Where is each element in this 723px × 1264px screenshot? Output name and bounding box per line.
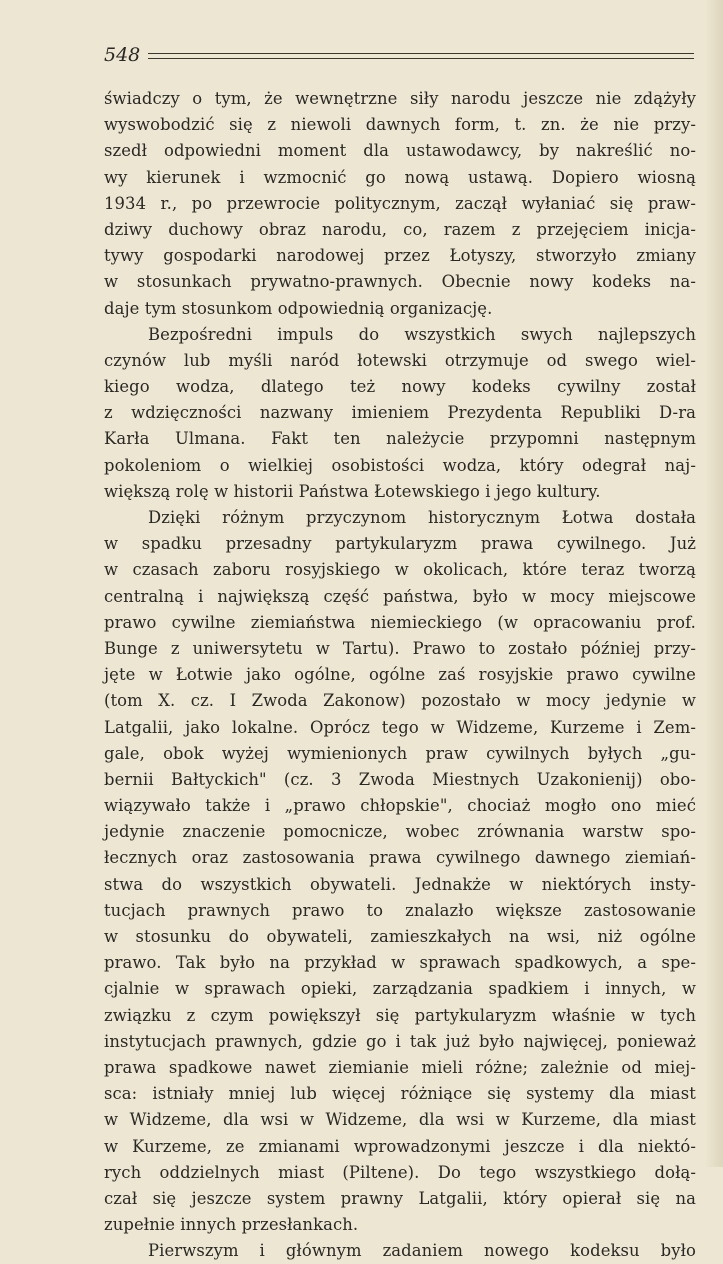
page-number: 548 bbox=[104, 44, 141, 66]
text-line: w czasach zaboru rosyjskiego w okolicach, które teraz tworzą bbox=[104, 560, 696, 580]
text-line: sca: istniały mniej lub więcej różniące się systemy dla miast bbox=[104, 1084, 696, 1104]
text-line: rych oddzielnych miast (Piltene). Do tego wszystkiego dołą- bbox=[104, 1162, 696, 1182]
text-line: w Kurzeme, ze zmianami wprowadzonymi jeszcze i dla niektó- bbox=[104, 1136, 696, 1156]
text-line: w stosunkach prywatno-prawnych. Obecnie nowy kodeks na- bbox=[104, 272, 696, 292]
text-line: wy kierunek i wzmocnić go nową ustawą. Dopiero wiosną bbox=[104, 167, 696, 187]
header-rule-bottom bbox=[148, 58, 694, 59]
text-line: jedynie znaczenie pomocnicze, wobec zrównania warstw spo- bbox=[104, 822, 696, 842]
paragraph bbox=[104, 505, 696, 1238]
text-line: Karła Ulmana. Fakt ten należycie przypomni następnym bbox=[104, 429, 696, 449]
text-line: cjalnie w sprawach opieki, zarządzania spadkiem i innych, w bbox=[104, 979, 696, 999]
text-line: w Widzeme, dla wsi w Widzeme, dla wsi w Kurzeme, dla miast bbox=[104, 1110, 696, 1130]
text-line: Pierwszym i głównym zadaniem nowego kodeksu było bbox=[148, 1241, 696, 1261]
text-line: w spadku przesadny partykularyzm prawa cywilnego. Już bbox=[104, 534, 696, 554]
text-line: związku z czym powiększył się partykularyzm właśnie w tych bbox=[104, 1005, 696, 1025]
text-line: zupełnie innych przesłankach. bbox=[104, 1215, 359, 1235]
paragraph bbox=[104, 1238, 696, 1264]
text-line: łecznych oraz zastosowania prawa cywilnego dawnego ziemiań- bbox=[104, 848, 696, 868]
text-line: prawa spadkowe nawet ziemianie mieli różne; zależnie od miej- bbox=[104, 1057, 696, 1077]
text-line: czał się jeszcze system prawny Latgalii, który opierał się na bbox=[104, 1188, 696, 1208]
text-line: Bezpośredni impuls do wszystkich swych najlepszych bbox=[148, 324, 696, 344]
text-line: jęte w Łotwie jako ogólne, ogólne zaś rosyjskie prawo cywilne bbox=[104, 665, 696, 685]
text-line: większą rolę w historii Państwa Łotewskiego i jego kultury. bbox=[104, 481, 601, 501]
text-line: daje tym stosunkom odpowiednią organizację. bbox=[104, 298, 493, 318]
text-line: (tom X. cz. I Zwoda Zakonow) pozostało w mocy jedynie w bbox=[104, 691, 696, 711]
text-line: w stosunku do obywateli, zamieszkałych na wsi, niż ogólne bbox=[104, 927, 696, 946]
text-line: Bunge z uniwersytetu w Tartu). Prawo to zostało później przy- bbox=[104, 638, 696, 658]
text-line: świadczy o tym, że wewnętrzne siły narodu jeszcze nie zdążyły bbox=[104, 89, 696, 108]
text-line: tucjach prawnych prawo to znalazło większe zastosowanie bbox=[104, 900, 696, 920]
text-line: centralną i największą część państwa, było w mocy miejscowe bbox=[104, 586, 696, 606]
text-body bbox=[104, 86, 696, 1264]
paragraph bbox=[104, 86, 696, 322]
text-line: prawo cywilne ziemiaństwa niemieckiego (w opracowaniu prof. bbox=[104, 612, 696, 632]
text-line: kiego wodza, dlatego też nowy kodeks cywilny został bbox=[104, 377, 696, 397]
text-line: prawo. Tak było na przykład w sprawach spadkowych, a spe- bbox=[104, 953, 696, 973]
text-line: 1934 r., po przewrocie politycznym, zaczął wyłaniać się praw- bbox=[104, 193, 696, 213]
text-line: wiązywało także i „prawo chłopskie", chociaż mogło ono mieć bbox=[104, 796, 696, 816]
page-edge-shadow bbox=[705, 0, 723, 1167]
text-line: gale, obok wyżej wymienionych praw cywilnych byłych „gu- bbox=[104, 743, 696, 763]
text-line: tywy gospodarki narodowej przez Łotyszy, stworzyło zmiany bbox=[104, 246, 696, 266]
text-line: Latgalii, jako lokalne. Oprócz tego w Widzeme, Kurzeme i Zem- bbox=[104, 717, 696, 737]
text-line: szedł odpowiedni moment dla ustawodawcy, by nakreślić no- bbox=[104, 141, 696, 161]
text-line: wyswobodzić się z niewoli dawnych form, t. zn. że nie przy- bbox=[104, 115, 696, 135]
page-header bbox=[104, 44, 694, 74]
text-line: stwa do wszystkich obywateli. Jednakże w niektórych insty- bbox=[104, 874, 696, 894]
text-line: pokoleniom o wielkiej osobistości wodza, który odegrał naj- bbox=[104, 455, 696, 475]
text-line: Dzięki różnym przyczynom historycznym Łotwa dostała bbox=[148, 508, 696, 527]
text-line: bernii Bałtyckich" (cz. 3 Zwoda Miestnych Uzakonienij) obo- bbox=[104, 769, 696, 789]
text-line: czynów lub myśli naród łotewski otrzymuje od swego wiel- bbox=[104, 350, 696, 370]
text-line: dziwy duchowy obraz narodu, co, razem z przejęciem inicja- bbox=[104, 219, 696, 239]
paragraph bbox=[104, 322, 696, 505]
header-rule-top bbox=[148, 53, 694, 54]
text-line: instytucjach prawnych, gdzie go i tak już było najwięcej, ponieważ bbox=[104, 1031, 696, 1051]
text-line: z wdzięczności nazwany imieniem Prezydenta Republiki D-ra bbox=[104, 403, 696, 423]
